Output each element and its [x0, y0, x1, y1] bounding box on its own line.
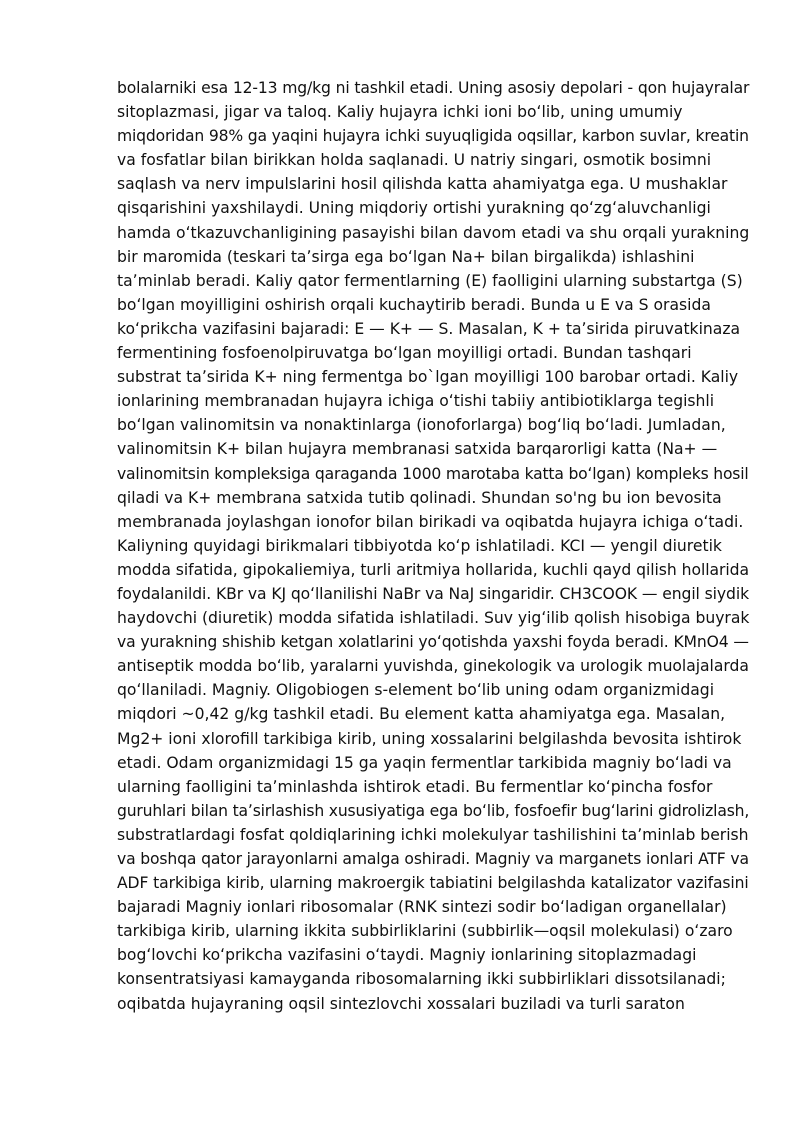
text-line: etadi. Odam organizmidagi 15 ga yaqin fermentlar tarkibida magniy boʻladi va	[117, 753, 732, 772]
text-line: va yurakning shishib ketgan xolatlarini yoʻqotishda yaxshi foyda beradi. KMnO4 —	[117, 633, 749, 652]
text-line: va fosfatlar bilan birikkan holda saqlanadi. U natriy singari, osmotik bosimni	[117, 151, 712, 170]
body-text	[117, 76, 750, 1016]
text-line: miqdori ~0,42 g/kg tashkil etadi. Bu element katta ahamiyatga ega. Masalan,	[117, 705, 726, 724]
text-line: sitoplazmasi, jigar va taloq. Kaliy hujayra ichki ioni boʻlib, uning umumiy	[117, 103, 683, 122]
text-line: valinomitsin K+ bilan hujayra membranasi satxida barqarorligi katta (Na+ —	[117, 440, 718, 459]
text-line: membranada joylashgan ionofor bilan birikadi va oqibatda hujayra ichiga oʻtadi.	[117, 512, 744, 531]
text-line: boʻlgan valinomitsin va nonaktinlarga (ionoforlarga) bogʻliq boʻladi. Jumladan,	[117, 416, 726, 435]
text-line: haydovchi (diuretik) modda sifatida ishlatiladi. Suv yigʻilib qolish hisobiga buyrak	[117, 609, 750, 628]
text-line: koʻprikcha vazifasini bajaradi: E — K+ — S. Masalan, K + taʼsirida piruvatkinaza	[117, 319, 741, 338]
text-line: qisqarishini yaxshilaydi. Uning miqdoriy ortishi yurakning qoʻzgʻaluvchanligi	[117, 199, 711, 218]
text-line: bajaradi Magniy ionlari ribosomalar (RNK sintezi sodir boʻladigan organellalar)	[117, 898, 727, 917]
text-line: miqdoridan 98% ga yaqini hujayra ichki suyuqligida oqsillar, karbon suvlar, kreatin	[117, 127, 749, 146]
text-line: va boshqa qator jarayonlarni amalga oshiradi. Magniy va marganets ionlari ATF va	[117, 850, 749, 868]
text-line: valinomitsin kompleksiga qaraganda 1000 marotaba katta boʻlgan) kompleks hosil	[117, 464, 749, 483]
text-line: fermentining fosfoenolpiruvatga boʻlgan moyilligi ortadi. Bundan tashqari	[117, 344, 692, 363]
text-line: qiladi va K+ membrana satxida tutib qolinadi. Shundan so'ng bu ion bevosita	[117, 488, 722, 507]
text-line: ionlarining membranadan hujayra ichiga oʻtishi tabiiy antibiotiklarga tegishli	[117, 392, 715, 411]
text-line: saqlash va nerv impulslarini hosil qilishda katta ahamiyatga ega. U mushaklar	[117, 175, 728, 194]
text-line: konsentratsiyasi kamayganda ribosomalarning ikki subbirliklari dissotsilanadi;	[117, 970, 726, 989]
text-line: Kaliyning quyidagi birikmalari tibbiyotda koʻp ishlatiladi. KCI — yengil diuretik	[117, 536, 722, 555]
text-line: taʼminlab beradi. Kaliy qator fermentlarning (E) faolligini ularning substartga (S)	[117, 271, 743, 290]
text-line: foydalanildi. KBr va KJ qoʻllanilishi NaBr va NaJ singaridir. CH3COOK — engil siydik	[117, 584, 750, 603]
text-line: ularning faolligini taʼminlashda ishtirok etadi. Bu fermentlar koʻpincha fosfor	[117, 777, 713, 796]
text-line: modda sifatida, gipokaliemiya, turli aritmiya hollarida, kuchli qayd qilish hollarida	[117, 560, 750, 579]
text-line: bogʻlovchi koʻprikcha vazifasini oʻtaydi. Magniy ionlarining sitoplazmadagi	[117, 946, 697, 965]
text-line: substratlardagi fosfat qoldiqlarining ichki molekulyar tashilishini taʼminlab berish	[117, 825, 749, 844]
text-line: qoʻllaniladi. Magniy. Oligobiogen s-element boʻlib uning odam organizmidagi	[117, 681, 715, 700]
text-line: guruhlari bilan taʼsirlashish xususiyatiga ega boʻlib, fosfoefir bugʻlarini gidrolizlash,	[117, 801, 750, 820]
text-line: boʻlgan moyilligini oshirish orqali kuchaytirib beradi. Bunda u E va S orasida	[117, 295, 711, 314]
text-line: substrat taʼsirida K+ ning fermentga bo`lgan moyilligi 100 barobar ortadi. Kaliy	[117, 368, 739, 387]
text-line: Mg2+ ioni xlorofill tarkibiga kirib, uning xossalarini belgilashda bevosita ishtirok	[117, 729, 742, 748]
text-line: oqibatda hujayraning oqsil sintezlovchi xossalari buziladi va turli saraton	[117, 994, 685, 1013]
text-line: tarkibiga kirib, ularning ikkita subbirliklarini (subbirlik—oqsil molekulasi) oʻzaro	[117, 922, 733, 941]
text-line: antiseptik modda boʻlib, yaralarni yuvishda, ginekologik va urologik muolajalarda	[117, 657, 749, 676]
text-line: bolalarniki esa 12-13 mg/kg ni tashkil etadi. Uning asosiy depolari - qon hujayralar	[117, 79, 750, 97]
text-line: bir maromida (teskari taʼsirga ega boʻlgan Na+ bilan birgalikda) ishlashini	[117, 247, 695, 266]
text-line: ADF tarkibiga kirib, ularning makroergik tabiatini belgilashda katalizator vazifasini	[117, 874, 749, 893]
text-line: hamda oʻtkazuvchanligining pasayishi bilan davom etadi va shu orqali yurakning	[117, 223, 750, 242]
